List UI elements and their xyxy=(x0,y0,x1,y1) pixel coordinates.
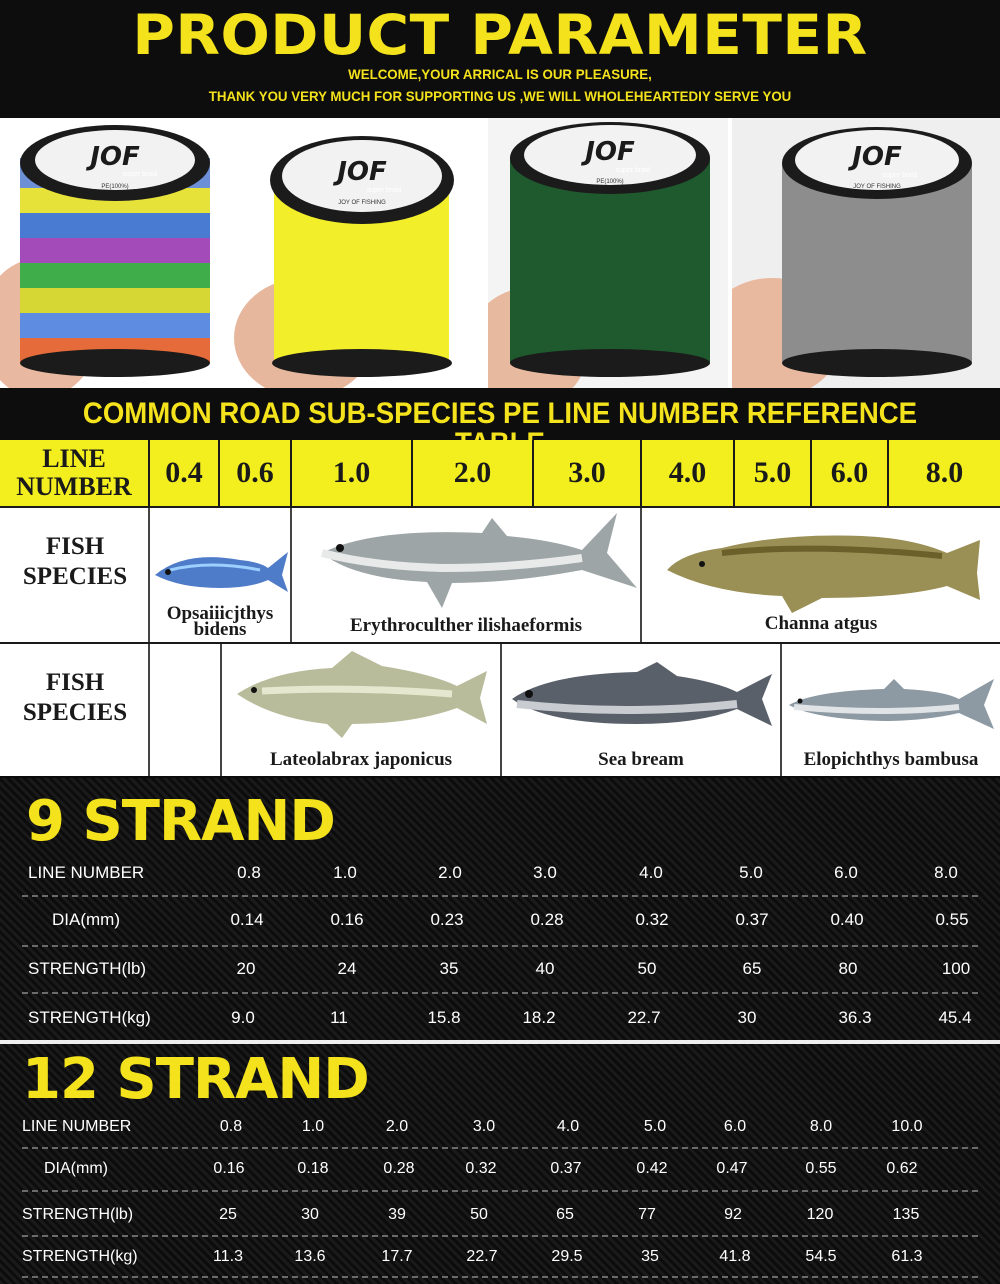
table-cell: 10.0 xyxy=(891,1118,923,1135)
line-number-cell: 4.0 xyxy=(642,440,735,506)
table-cell: 0.28 xyxy=(530,910,564,929)
fish-image xyxy=(662,518,992,618)
nine-strand-table xyxy=(0,778,1000,1040)
table-cell: 65 xyxy=(556,1206,574,1223)
table-cell: 39 xyxy=(388,1206,406,1223)
line-number-cell: 1.0 xyxy=(292,440,413,506)
line-number-cell: 0.6 xyxy=(220,440,292,506)
table-cell: 0.16 xyxy=(330,910,364,929)
fish-cell xyxy=(222,644,502,776)
fish-cell xyxy=(150,508,292,642)
table-cell: 8.0 xyxy=(809,1118,833,1135)
table-cell: 0.23 xyxy=(430,910,464,929)
table-cell: 20 xyxy=(236,959,256,978)
line-number-cell: 8.0 xyxy=(925,456,964,489)
table-cell: 0.42 xyxy=(636,1160,668,1177)
table-cell: 0.8 xyxy=(219,1118,243,1135)
table-cell: 18.2 xyxy=(522,1008,556,1027)
table-cell: 5.0 xyxy=(643,1118,667,1135)
table-cell: 0.40 xyxy=(830,910,864,929)
table-cell: 9.0 xyxy=(231,1008,255,1027)
header-banner xyxy=(0,0,1000,118)
table-cell: 2.0 xyxy=(438,863,462,882)
spool-label: super braid xyxy=(882,172,918,179)
line-number-cell: 6.0 xyxy=(812,440,889,506)
fish-image xyxy=(232,646,492,746)
table-cell: 0.16 xyxy=(213,1160,245,1177)
table-cell: 5.0 xyxy=(739,863,763,882)
table-cell: 0.47 xyxy=(716,1160,748,1177)
row-label: LINE NUMBER xyxy=(28,863,145,882)
fish-name: Channa atgus xyxy=(764,613,878,634)
table-cell: 50 xyxy=(637,959,657,978)
fish-cell xyxy=(292,508,642,642)
reference-banner xyxy=(0,388,1000,440)
spool-label: JOF xyxy=(585,137,635,167)
table-cell: 0.55 xyxy=(805,1160,837,1177)
twelve-strand-table xyxy=(0,1044,1000,1284)
table-cell: 13.6 xyxy=(294,1248,326,1265)
nine-strand-title: 9 STRAND xyxy=(26,789,335,854)
table-cell: 0.32 xyxy=(635,910,669,929)
table-cell: 3.0 xyxy=(472,1118,496,1135)
twelve-strand-title: 12 STRAND xyxy=(22,1047,369,1112)
row-label: STRENGTH(kg) xyxy=(28,1008,151,1027)
table-cell: 77 xyxy=(638,1206,656,1223)
table-cell: 36.3 xyxy=(838,1008,872,1027)
table-cell: 0.55 xyxy=(935,910,969,929)
table-cell: 35 xyxy=(641,1248,659,1265)
table-cell: 29.5 xyxy=(551,1248,583,1265)
table-cell: 6.0 xyxy=(723,1118,747,1135)
table-cell: 0.37 xyxy=(550,1160,582,1177)
line-number-cell: 5.0 xyxy=(735,440,812,506)
fish-cell xyxy=(782,644,1000,776)
table-cell: 11.3 xyxy=(213,1248,243,1265)
row-label: LINE NUMBER xyxy=(22,1118,132,1135)
spool-label: JOF xyxy=(337,157,387,187)
table-cell: 8.0 xyxy=(934,863,958,882)
spool-label: PE(100%) xyxy=(596,179,624,185)
spool-label: JOY OF FISHING xyxy=(338,200,386,206)
spool-multicolor xyxy=(0,118,228,388)
row-label: DIA(mm) xyxy=(44,1160,108,1177)
table-cell: 120 xyxy=(806,1206,834,1223)
table-cell: 22.7 xyxy=(627,1008,661,1027)
welcome-text: WELCOME,YOUR ARRICAL IS OUR PLEASURE, xyxy=(348,66,652,82)
table-cell: 4.0 xyxy=(556,1118,580,1135)
fish-species-label: FISH SPECIES xyxy=(22,669,128,726)
table-cell: 25 xyxy=(219,1206,237,1223)
row-label: DIA(mm) xyxy=(52,910,120,929)
table-cell: 4.0 xyxy=(639,863,663,882)
row-label: STRENGTH(lb) xyxy=(28,959,147,978)
table-cell: 45.4 xyxy=(938,1008,972,1027)
fish-name: Lateolabrax japonicus xyxy=(269,749,453,770)
table-cell: 3.0 xyxy=(533,863,557,882)
fish-species-label: FISH SPECIES xyxy=(22,533,128,590)
spool-gallery xyxy=(0,118,1000,388)
reference-title: COMMON ROAD SUB-SPECIES PE LINE NUMBER REFERENCE xyxy=(82,397,918,430)
table-cell: 30 xyxy=(737,1008,757,1027)
fish-image xyxy=(507,654,777,744)
fish-name: bidens xyxy=(193,619,247,640)
table-cell: 54.5 xyxy=(805,1248,837,1265)
row-label: STRENGTH(kg) xyxy=(22,1248,138,1265)
line-number-cell: 0.4 xyxy=(150,440,220,506)
row-label: STRENGTH(lb) xyxy=(22,1206,134,1223)
spool-label: PE(100%) xyxy=(101,184,129,190)
spool-label: super braid xyxy=(122,171,158,178)
table-cell: 1.0 xyxy=(301,1118,325,1135)
table-cell: 100 xyxy=(941,959,971,978)
table-cell: 92 xyxy=(724,1206,742,1223)
table-cell: 80 xyxy=(838,959,858,978)
line-number-cell: 2.0 xyxy=(413,440,534,506)
fish-name: Sea bream xyxy=(598,749,684,770)
table-cell: 17.7 xyxy=(381,1248,413,1265)
table-cell: 61.3 xyxy=(891,1248,923,1265)
fish-cell xyxy=(642,508,1000,642)
table-cell: 22.7 xyxy=(466,1248,498,1265)
table-cell: 0.28 xyxy=(383,1160,415,1177)
table-cell: 2.0 xyxy=(385,1118,409,1135)
fish-image xyxy=(150,530,290,610)
spool-label: super braid xyxy=(366,187,402,194)
spool-green xyxy=(488,118,728,388)
table-cell: 24 xyxy=(337,959,357,978)
table-cell: 50 xyxy=(470,1206,488,1223)
spool-grey xyxy=(732,118,1000,388)
table-cell: 11 xyxy=(330,1008,348,1027)
spool-yellow xyxy=(234,118,484,388)
table-cell: 0.14 xyxy=(230,910,264,929)
fish-cell xyxy=(502,644,782,776)
line-number-header: LINE NUMBER xyxy=(0,440,150,506)
fish-name: Opsaiiicjthys xyxy=(166,603,274,624)
fish-name: Erythroculther ilishaeformis xyxy=(349,615,583,636)
fish-name: Elopichthys bambusa xyxy=(803,749,979,770)
table-cell: 0.8 xyxy=(237,863,261,882)
table-cell: 135 xyxy=(892,1206,920,1223)
spool-label: JOY OF FISHING xyxy=(853,184,901,190)
table-cell: 65 xyxy=(742,959,762,978)
thanks-text: THANK YOU VERY MUCH FOR SUPPORTING US ,WE WILL WHOLEHEARTEDIY SERVE YOU xyxy=(208,88,792,104)
table-cell: 35 xyxy=(439,959,459,978)
table-cell: 0.37 xyxy=(735,910,769,929)
table-cell: 0.62 xyxy=(886,1160,918,1177)
table-cell: 0.18 xyxy=(297,1160,329,1177)
table-cell: 0.32 xyxy=(465,1160,497,1177)
line-number-row xyxy=(0,440,1000,506)
table-cell: 41.8 xyxy=(719,1248,751,1265)
spool-brand: JOF xyxy=(90,142,140,172)
table-cell: 30 xyxy=(301,1206,319,1223)
table-cell: 40 xyxy=(535,959,555,978)
line-number-cell: 3.0 xyxy=(534,440,642,506)
table-cell: 15.8 xyxy=(427,1008,461,1027)
fish-image xyxy=(312,508,652,618)
page-title: PRODUCT PARAMETER xyxy=(132,2,868,68)
spool-label: super braid xyxy=(615,167,651,174)
table-cell: 6.0 xyxy=(834,863,858,882)
reference-table xyxy=(0,440,1000,776)
table-cell: 1.0 xyxy=(333,863,357,882)
spool-label: JOF xyxy=(852,142,902,172)
fish-image xyxy=(784,669,999,739)
